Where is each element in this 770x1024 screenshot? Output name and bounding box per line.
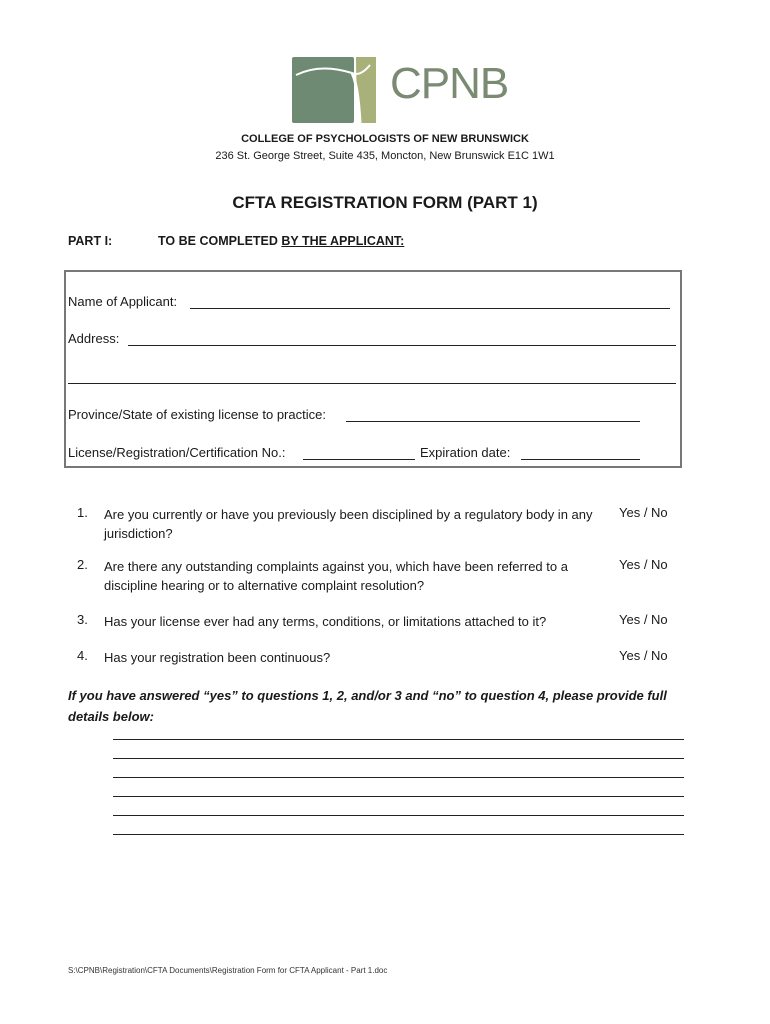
question-3-yes-no[interactable]: Yes / No: [619, 612, 668, 627]
cpnb-logo-icon: [290, 55, 382, 125]
part-instruction-underlined: BY THE APPLICANT:: [281, 234, 405, 248]
details-instruction: If you have answered “yes” to questions 1, 2, and/or 3 and “no” to question 4, please provide full details below:: [68, 688, 667, 724]
details-line[interactable]: [113, 777, 684, 778]
expiration-field[interactable]: [521, 459, 640, 460]
question-2-text: Are there any outstanding complaints against you, which have been referred to a discipline hearing or to alternative complaint resolution?: [104, 559, 568, 593]
address-field-line-1[interactable]: [128, 345, 676, 346]
license-field[interactable]: [303, 459, 415, 460]
question-3-text: Has your license ever had any terms, conditions, or limitations attached to it?: [104, 614, 547, 629]
question-3-number: 3.: [77, 612, 88, 627]
details-line[interactable]: [113, 739, 684, 740]
name-label: Name of Applicant:: [68, 294, 178, 309]
question-4-yes-no[interactable]: Yes / No: [619, 648, 668, 663]
question-4-number: 4.: [77, 648, 88, 663]
details-line[interactable]: [113, 815, 684, 816]
expiration-label: Expiration date:: [420, 445, 511, 460]
question-4-text: Has your registration been continuous?: [104, 650, 331, 665]
part-instruction-prefix: TO BE COMPLETED: [158, 234, 282, 248]
details-line[interactable]: [113, 758, 684, 759]
question-1-yes-no[interactable]: Yes / No: [619, 505, 668, 520]
question-1-text: Are you currently or have you previously been disciplined by a regulatory body in any jurisdiction?: [104, 507, 593, 541]
part-instruction: [158, 234, 404, 248]
form-title: CFTA REGISTRATION FORM (PART 1): [232, 193, 538, 212]
address-label: Address:: [68, 331, 120, 346]
question-2-number: 2.: [77, 557, 88, 572]
details-line[interactable]: [113, 796, 684, 797]
province-field[interactable]: [346, 421, 640, 422]
name-field[interactable]: [190, 308, 670, 309]
license-label: License/Registration/Certification No.:: [68, 445, 286, 460]
college-address: 236 St. George Street, Suite 435, Moncton, New Brunswick E1C 1W1: [215, 150, 555, 162]
question-2-yes-no[interactable]: Yes / No: [619, 557, 668, 572]
address-field-line-2[interactable]: [68, 383, 676, 384]
question-1-number: 1.: [77, 505, 88, 520]
logo-text: CPNB: [390, 59, 509, 108]
part-label: PART I:: [68, 234, 113, 248]
college-name: COLLEGE OF PSYCHOLOGISTS OF NEW BRUNSWICK: [241, 133, 529, 145]
province-label: Province/State of existing license to practice:: [68, 407, 326, 422]
details-line[interactable]: [113, 834, 684, 835]
document-path-footer: S:\CPNB\Registration\CFTA Documents\Registration Form for CFTA Applicant - Part 1.doc: [68, 966, 388, 975]
